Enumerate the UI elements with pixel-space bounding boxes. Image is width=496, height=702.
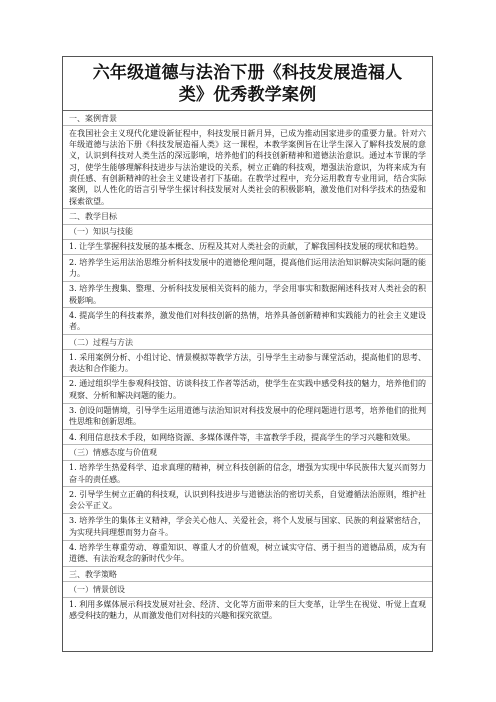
document-title-line-2: 类》优秀教学案例 [178, 85, 317, 105]
paragraph-row: 1. 利用多媒体展示科技发展对社会、经济、文化等方面带来的巨大变革，让学生在视觉、听觉上直观感受科技的魅力，从而激发他们对科技的兴趣和探究欲望。 [69, 600, 426, 621]
paragraph-row: 4. 培养学生尊重劳动、尊重知识、尊重人才的价值观，树立诚实守信、勇于担当的道德品质，成为有道德、有法治观念的新时代少年。 [63, 541, 432, 568]
document-page [62, 56, 433, 652]
paragraph-row: 4. 利用信息技术手段，如网络资源、多媒体课件等，丰富教学手段，提高学生的学习兴趣和效果。 [63, 430, 432, 445]
paragraph-row: 1. 让学生掌握科技发展的基本概念、历程及其对人类社会的贡献，了解我国科技发展的现状和趋势。 [63, 240, 432, 255]
subsection-heading: （一）知识与技能 [63, 225, 432, 240]
paragraph-row: 3. 培养学生搜集、整理、分析科技发展相关资料的能力，学会用事实和数据阐述科技对人类社会的积极影响。 [63, 282, 432, 309]
subsection-heading: （一）情景创设 [63, 582, 432, 597]
paragraph-row: 3. 培养学生的集体主义精神，学会关心他人、关爱社会，将个人发展与国家、民族的利益紧密结合，为实现共同理想而努力奋斗。 [63, 514, 432, 541]
paragraph-row: 3. 创设问题情境，引导学生运用道德与法治知识对科技发展中的伦理问题进行思考，培养他们的批判性思维和创新思维。 [63, 404, 432, 431]
document-body [63, 111, 432, 623]
paragraph-row: 4. 提高学生的科技素养，激发他们对科技创新的热情，培养具备创新精神和实践能力的社会主义建设者。 [63, 308, 432, 335]
document-title-line-1: 六年级道德与法治下册《科技发展造福人 [92, 63, 403, 83]
section-heading: 三、教学策略 [63, 567, 432, 582]
paragraph-row: 1. 培养学生热爱科学、追求真理的精神，树立科技创新的信念，增强为实现中华民族伟大复兴而努力奋斗的责任感。 [63, 461, 432, 488]
paragraph-row: 2. 引导学生树立正确的科技观，认识到科技进步与道德法治的密切关系，自觉遵循法治原则，维护社会公平正义。 [63, 487, 432, 514]
title-block [63, 57, 432, 111]
paragraph-row: 2. 通过组织学生参观科技馆、访谈科技工作者等活动，使学生在实践中感受科技的魅力，培养他们的观察、分析和解决问题的能力。 [63, 377, 432, 404]
section-heading: 一、案例背景 [63, 111, 432, 126]
section-heading: 二、教学目标 [63, 209, 432, 224]
paragraph-row: 2. 培养学生运用法治思维分析科技发展中的道德伦理问题，提高他们运用法治知识解决实际问题的能力。 [63, 255, 432, 282]
subsection-heading: （三）情感态度与价值观 [63, 445, 432, 460]
paragraph-row: 1. 采用案例分析、小组讨论、情景模拟等教学方法，引导学生主动参与课堂活动，提高他们的思考、表达和合作能力。 [63, 350, 432, 377]
paragraph-row: 在我国社会主义现代化建设新征程中，科技发展日新月异，已成为推动国家进步的重要力量。针对六年级道德与法治下册《科技发展造福人类》这一课程，本教学案例旨在让学生深入了解科技发展的意义，认识到科技对人类生活的深远影响，培养他们的科技创新精神和道德法治意识。通过本节课的学习，使学生能够理解科技进步与法治建设的关系，树立正确的科技观，增强法治意识，为将来成为有责任感、有创新精神的社会主义建设者打下基础。在教学过程中，充分运用教育专业用词，结合实际案例，以人性化的语言引导学生探讨科技发展对人类社会的积极影响，激发他们对科学技术的热爱和探索欲望。 [63, 126, 432, 209]
subsection-heading: （二）过程与方法 [63, 335, 432, 350]
